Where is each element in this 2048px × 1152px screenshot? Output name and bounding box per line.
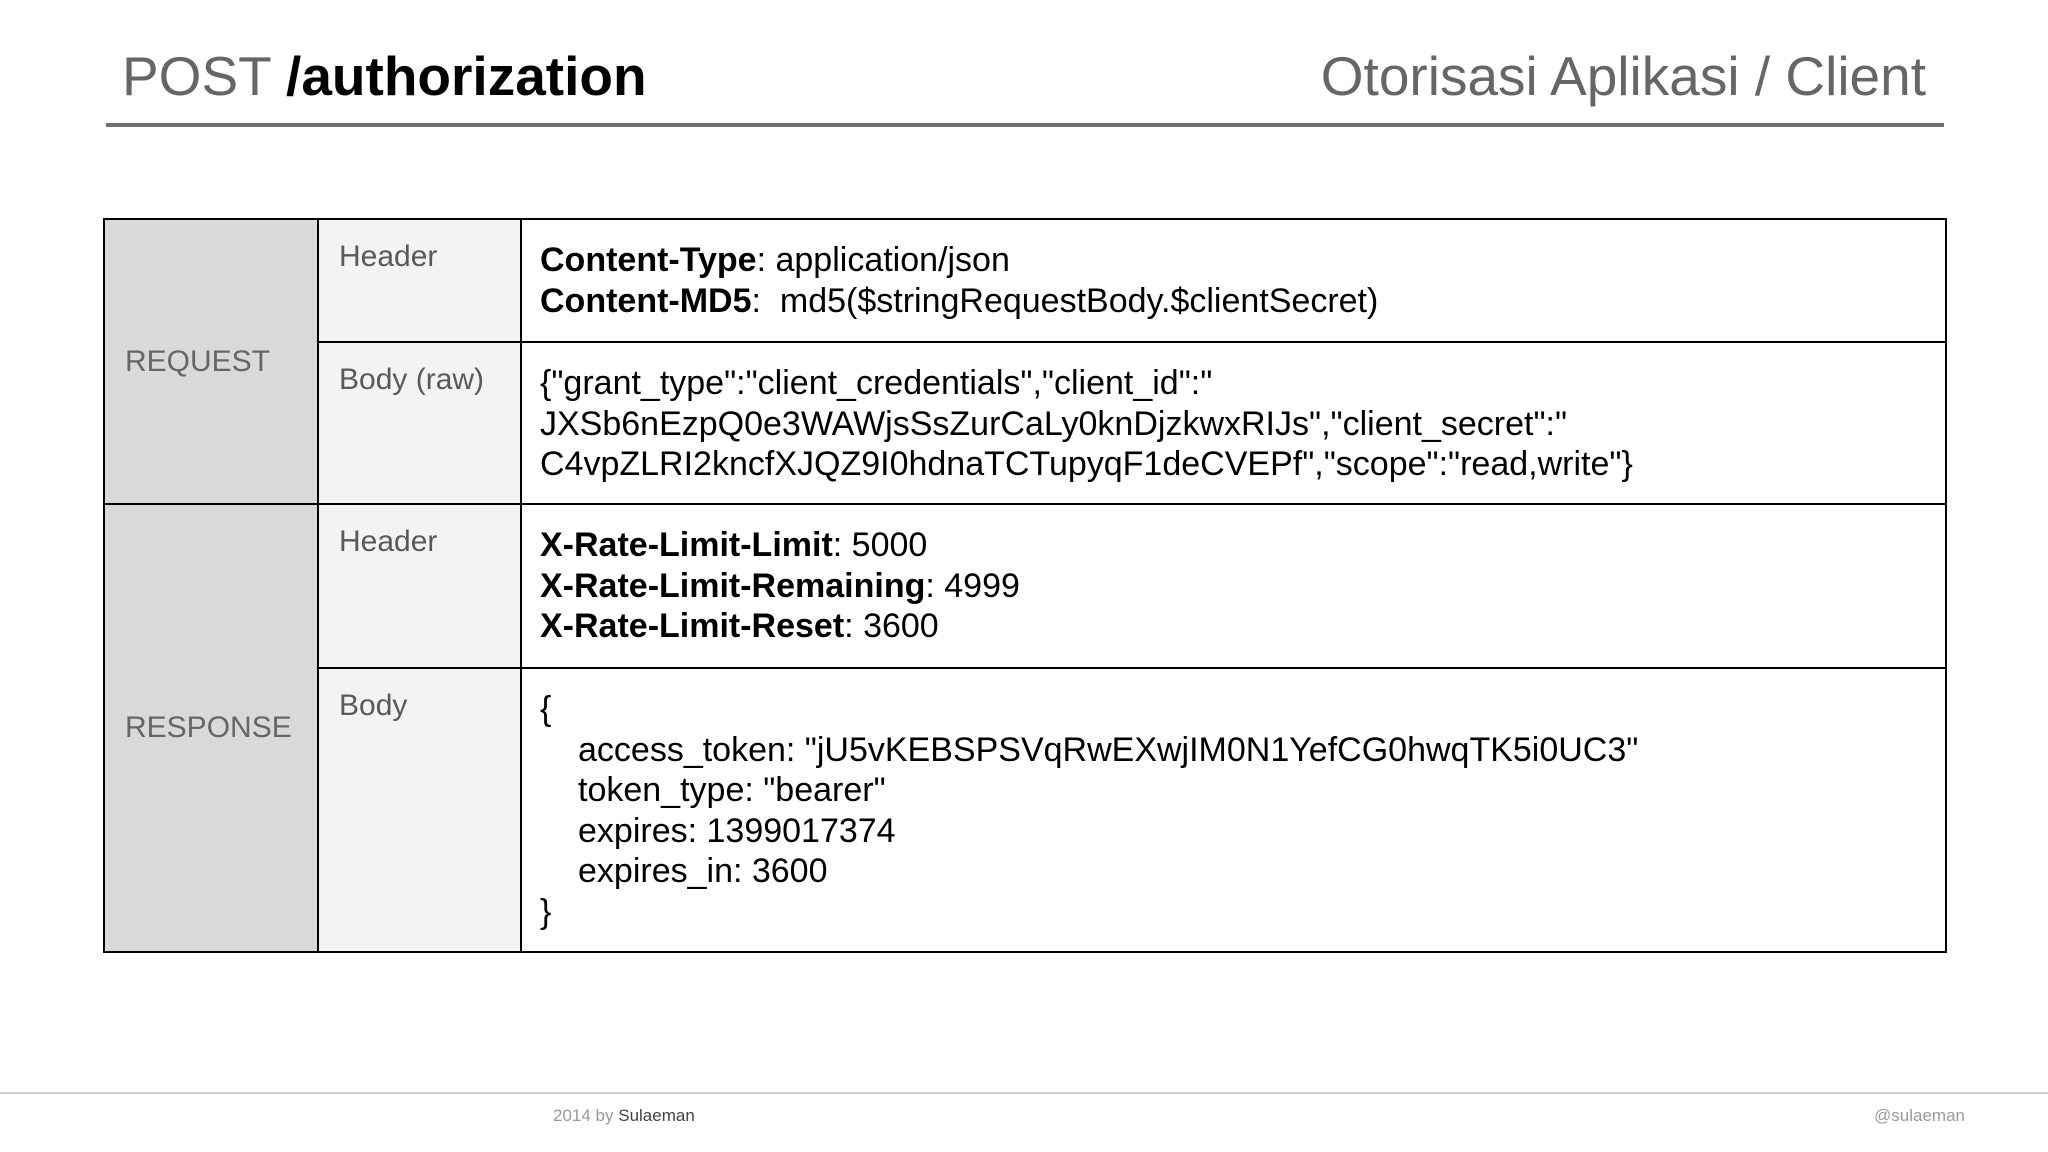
request-body-content <box>521 342 1946 504</box>
response-body-line: expires: 1399017374 <box>578 811 896 850</box>
response-section-label: RESPONSE <box>104 504 318 952</box>
footer-divider <box>0 1092 2048 1094</box>
response-body-open-brace: { <box>540 690 552 728</box>
request-header-label: Header <box>318 219 521 342</box>
request-header-line <box>540 240 1927 281</box>
header-value: 4999 <box>934 566 1020 605</box>
http-method: POST <box>122 45 271 107</box>
footer-year-by: 2014 by <box>553 1106 619 1125</box>
response-body-line: expires_in: 3600 <box>578 852 828 890</box>
footer-credit <box>553 1106 695 1126</box>
request-header-line <box>540 281 1927 322</box>
header-separator: : <box>925 566 935 605</box>
header-key: X-Rate-Limit-Reset <box>540 607 845 645</box>
response-body-label: Body <box>318 668 521 952</box>
response-header-line <box>540 566 1927 607</box>
header-key: Content-MD5 <box>540 281 752 320</box>
response-body-line: access_token: "jU5vKEBSPSVqRwEXwjIM0N1YefCG0hwqTK5i0UC3" <box>578 730 1639 769</box>
header-value: 3600 <box>853 607 939 645</box>
response-header-label: Header <box>318 504 521 668</box>
request-body-label: Body (raw) <box>318 342 521 504</box>
slide-subtitle: Otorisasi Aplikasi / Client <box>1320 45 1926 107</box>
response-body-close-brace: } <box>540 892 552 931</box>
header-value: md5($stringRequestBody.$clientSecret) <box>760 281 1379 320</box>
header-key: X-Rate-Limit-Limit <box>540 526 833 564</box>
header-key: X-Rate-Limit-Remaining <box>540 566 926 605</box>
request-section-label: REQUEST <box>104 219 318 504</box>
response-body-content <box>521 668 1946 952</box>
response-header-line <box>540 606 1927 647</box>
header-value: application/json <box>766 241 1010 279</box>
slide-title <box>122 42 647 110</box>
request-header-content <box>521 219 1946 342</box>
title-divider <box>106 123 1944 127</box>
footer-author: Sulaeman <box>618 1106 695 1125</box>
endpoint-path: /authorization <box>286 45 647 107</box>
response-header-content <box>521 504 1946 668</box>
header-separator: : <box>751 281 761 320</box>
request-body-line: C4vpZLRI2kncfXJQZ9I0hdnaTCTupyqF1deCVEPf","scope":"read,write"} <box>540 445 1633 483</box>
footer-handle: @sulaeman <box>1874 1106 1965 1125</box>
header-key: Content-Type <box>540 241 757 279</box>
request-body-line: JXSb6nEzpQ0e3WAWjsSsZurCaLy0knDjzkwxRIJs","client_secret":" <box>540 404 1568 443</box>
request-body-line: {"grant_type":"client_credentials","client_id":" <box>540 364 1213 402</box>
response-body-line: token_type: "bearer" <box>578 771 886 809</box>
header-separator: : <box>832 526 843 564</box>
api-spec-table <box>103 218 1947 953</box>
response-header-line <box>540 525 1927 566</box>
header-separator: : <box>844 607 854 645</box>
header-value: 5000 <box>842 526 928 564</box>
header-separator: : <box>756 241 767 279</box>
